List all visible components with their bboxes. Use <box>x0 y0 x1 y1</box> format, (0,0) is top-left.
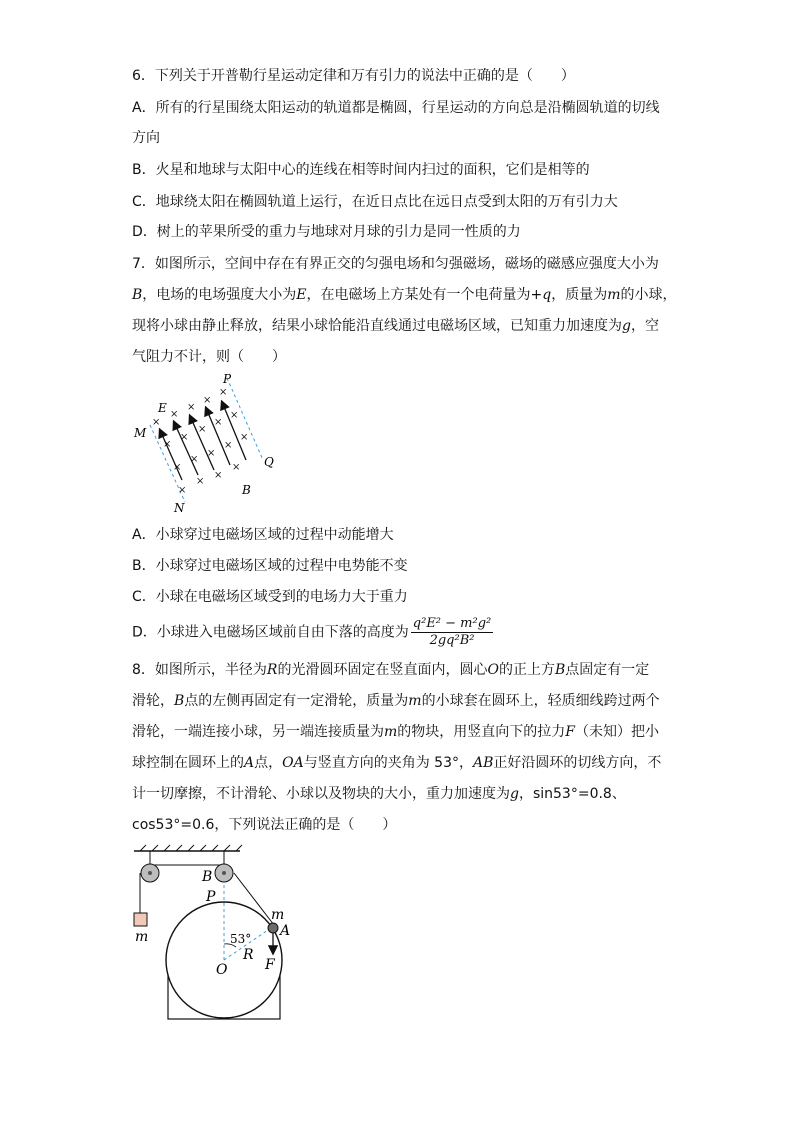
q6-option-b: B．火星和地球与太阳中心的连线在相等时间内扫过的面积，它们是相等的 <box>132 162 590 178</box>
q7-stem-line1: 7．如图所示，空间中存在有界正交的匀强电场和匀强磁场，磁场的磁感应强度大小为 <box>132 256 659 272</box>
svg-text:×: × <box>198 424 207 435</box>
q6-option-c: C．地球绕太阳在椭圆轨道上运行，在近日点比在远日点受到太阳的万有引力大 <box>132 194 618 210</box>
label-f: F <box>265 957 275 973</box>
svg-text:×: × <box>203 395 212 406</box>
label-m: M <box>134 426 147 440</box>
ceiling-hatching <box>140 845 242 851</box>
svg-text:×: × <box>207 448 216 459</box>
q8-ring-figure <box>128 843 298 1023</box>
q7-option-a: A．小球穿过电磁场区域的过程中动能增大 <box>132 527 394 543</box>
svg-text:×: × <box>224 440 233 451</box>
q7-option-b: B．小球穿过电磁场区域的过程中电势能不变 <box>132 558 408 574</box>
q8-stem-line6: cos53°=0.6，下列说法正确的是（ ） <box>132 817 397 833</box>
label-m-block: m <box>135 929 149 945</box>
label-b: B <box>242 483 251 497</box>
q8-stem-line4: 球控制在圆环上的A点，OA与竖直方向的夹角为 53°，AB正好沿圆环的切线方向，不 <box>132 755 662 771</box>
svg-text:×: × <box>170 409 179 420</box>
svg-text:×: × <box>219 387 228 398</box>
q6-stem: 6．下列关于开普勒行星运动定律和万有引力的说法中正确的是（ ） <box>132 68 575 84</box>
svg-text:×: × <box>180 432 189 443</box>
svg-text:×: × <box>163 439 172 450</box>
label-r: R <box>243 947 254 963</box>
svg-text:×: × <box>214 470 223 481</box>
q8-stem-line3: 滑轮，一端连接小球，另一端连接质量为m的物块，用竖直向下的拉力F（未知）把小 <box>132 724 659 740</box>
q7-stem-line4: 气阻力不计，则（ ） <box>132 349 286 365</box>
label-m-ball: m <box>271 907 285 923</box>
label-q: Q <box>264 455 274 469</box>
q7-stem-line3: 现将小球由静止释放，结果小球恰能沿直线通过电磁场区域，已知重力加速度为g，空 <box>132 318 659 334</box>
ball-m <box>268 923 278 933</box>
svg-text:×: × <box>190 454 199 465</box>
svg-text:×: × <box>230 410 239 421</box>
svg-text:×: × <box>187 402 196 413</box>
q7-stem-line2: B，电场的电场强度大小为E，在电磁场上方某处有一个电荷量为+q，质量为m的小球， <box>132 287 677 303</box>
label-e: E <box>158 401 167 415</box>
label-p: P <box>223 372 232 386</box>
label-n: N <box>174 501 185 515</box>
svg-text:×: × <box>196 476 205 487</box>
q7-option-d-fraction: $\frac{\text{q²E² − m²g²}}{\text{2gq²B²}}$ <box>412 616 492 648</box>
q6-option-d: D．树上的苹果所受的重力与地球对月球的引力是同一性质的力 <box>132 224 521 240</box>
q6-option-a-line1: A．所有的行星围绕太阳运动的轨道都是椭圆，行星运动的方向总是沿椭圆轨道的切线 <box>132 100 660 116</box>
q8-stem-line5: 计一切摩擦，不计滑轮、小球以及物块的大小，重力加速度为g，sin53°=0.8、 <box>132 786 626 802</box>
label-o: O <box>216 962 228 978</box>
svg-text:×: × <box>178 485 187 496</box>
q7-option-c: C．小球在电磁场区域受到的电场力大于重力 <box>132 589 408 605</box>
q7-field-figure <box>130 370 280 518</box>
block-m <box>134 913 147 926</box>
svg-text:×: × <box>173 462 182 473</box>
svg-text:×: × <box>152 417 161 428</box>
svg-text:×: × <box>214 417 223 428</box>
q8-stem-line2: 滑轮，B点的左侧再固定有一定滑轮，质量为m的小球套在圆环上，轻质细线跨过两个 <box>132 693 660 709</box>
svg-text:×: × <box>240 432 249 443</box>
svg-text:×: × <box>232 462 241 473</box>
q7-option-d: D．小球进入电磁场区域前自由下落的高度为 $\frac{\text{q²E² − m²g²}}{\text{2gq²B²}}$ <box>132 616 492 648</box>
label-p: P <box>206 889 216 905</box>
label-a: A <box>280 923 291 939</box>
q6-option-a-line2: 方向 <box>132 130 160 146</box>
q8-stem-line1: 8．如图所示，半径为R的光滑圆环固定在竖直面内，圆心O的正上方B点固定有一定 <box>132 662 650 678</box>
label-angle: 53° <box>230 932 252 946</box>
label-b: B <box>202 869 213 885</box>
